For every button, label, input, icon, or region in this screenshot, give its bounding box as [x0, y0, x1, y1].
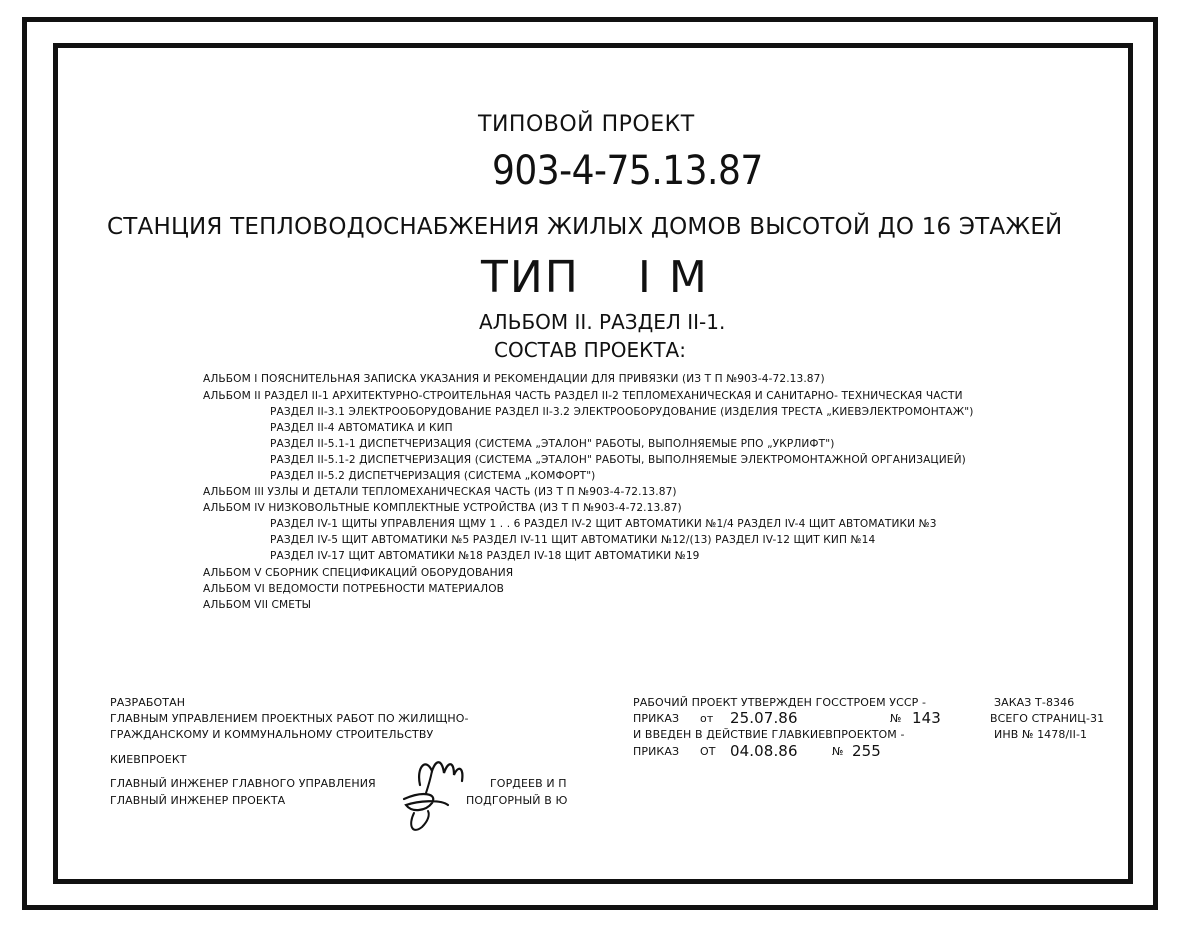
contents-line: АЛЬБОМ III УЗЛЫ И ДЕТАЛИ ТЕПЛОМЕХАНИЧЕСКАЯ ЧАСТЬ (ИЗ Т П №903-4-72.13.87) [203, 486, 677, 498]
contents-line: АЛЬБОМ V СБОРНИК СПЕЦИФИКАЦИЙ ОБОРУДОВАНИЯ [203, 567, 514, 579]
contents-line: РАЗДЕЛ IV-1 ЩИТЫ УПРАВЛЕНИЯ ЩМУ 1 . . 6 РАЗДЕЛ IV-2 ЩИТ АВТОМАТИКИ №1/4 РАЗДЕЛ IV-4 ЩИТ АВТОМАТИКИ №3 [270, 518, 937, 530]
type-word: ТИП [481, 252, 580, 303]
contents-line: АЛЬБОМ II РАЗДЕЛ II-1 АРХИТЕКТУРНО-СТРОИТЕЛЬНАЯ ЧАСТЬ РАЗДЕЛ II-2 ТЕПЛОМЕХАНИЧЕСКАЯ И САНИТАРНО- ТЕХНИЧЕСКАЯ ЧАСТИ [203, 390, 963, 402]
order-number: ЗАКАЗ Т-8346 [994, 696, 1075, 709]
total-pages: ВСЕГО СТРАНИЦ-31 [990, 712, 1105, 725]
developer-organization: КИЕВПРОЕКТ [110, 753, 187, 766]
developer-line-1: ГЛАВНЫМ УПРАВЛЕНИЕМ ПРОЕКТНЫХ РАБОТ ПО ЖИЛИЩНО- [110, 712, 469, 725]
chief-engineer-department-name: ГОРДЕЕВ И П [490, 777, 567, 790]
type-code: I М [637, 252, 709, 303]
approval-order-2-date: 04.08.86 [730, 742, 798, 760]
approval-line-1: РАБОЧИЙ ПРОЕКТ УТВЕРЖДЕН ГОССТРОЕМ УССР - [633, 696, 927, 709]
approval-order-1-label: ПРИКАЗ [633, 712, 680, 725]
approval-order-1-date: 25.07.86 [730, 709, 798, 727]
contents-line: АЛЬБОМ VI ВЕДОМОСТИ ПОТРЕБНОСТИ МАТЕРИАЛОВ [203, 583, 505, 595]
contents-line: РАЗДЕЛ II-5.1-2 ДИСПЕТЧЕРИЗАЦИЯ (СИСТЕМА „ЭТАЛОН" РАБОТЫ, ВЫПОЛНЯЕМЫЕ ЭЛЕКТРОМОНТАЖНОЙ ОРГАНИЗАЦИЕЙ) [270, 454, 966, 466]
contents-line: РАЗДЕЛ II-4 АВТОМАТИКА И КИП [270, 422, 453, 434]
inventory-number: ИНВ № 1478/II-1 [994, 728, 1088, 741]
contents-line: АЛЬБОМ IV НИЗКОВОЛЬТНЫЕ КОМПЛЕКТНЫЕ УСТРОЙСТВА (ИЗ Т П №903-4-72.13.87) [203, 502, 682, 514]
album-section-title: АЛЬБОМ II. РАЗДЕЛ II-1. [479, 310, 726, 334]
station-title: СТАНЦИЯ ТЕПЛОВОДОСНАБЖЕНИЯ ЖИЛЫХ ДОМОВ ВЫСОТОЙ ДО 16 ЭТАЖЕЙ [107, 214, 1063, 240]
contents-line: РАЗДЕЛ IV-17 ЩИТ АВТОМАТИКИ №18 РАЗДЕЛ IV-18 ЩИТ АВТОМАТИКИ №19 [270, 550, 700, 562]
contents-line: АЛЬБОМ VII СМЕТЫ [203, 599, 312, 611]
handwritten-signature [392, 755, 472, 840]
chief-engineer-project-title: ГЛАВНЫЙ ИНЖЕНЕР ПРОЕКТА [110, 794, 286, 807]
project-number: 903-4-75.13.87 [492, 148, 763, 194]
type-title [481, 252, 709, 303]
chief-engineer-project-name: ПОДГОРНЫЙ В Ю [466, 794, 568, 807]
developer-label: РАЗРАБОТАН [110, 696, 186, 709]
approval-order-1-no-label: № [890, 712, 902, 725]
composition-title: СОСТАВ ПРОЕКТА: [494, 338, 686, 362]
approval-order-2-label: ПРИКАЗ [633, 745, 680, 758]
contents-line: РАЗДЕЛ IV-5 ЩИТ АВТОМАТИКИ №5 РАЗДЕЛ IV-11 ЩИТ АВТОМАТИКИ №12/(13) РАЗДЕЛ IV-12 ЩИТ КИП №14 [270, 534, 876, 546]
approval-order-1-number: 143 [912, 709, 941, 727]
approval-order-2-from: ОТ [700, 745, 716, 758]
approval-order-2-number: 255 [852, 742, 881, 760]
approval-line-3: И ВВЕДЕН В ДЕЙСТВИЕ ГЛАВКИЕВПРОЕКТОМ - [633, 728, 905, 741]
approval-order-1-from: от [700, 712, 714, 725]
contents-line: РАЗДЕЛ II-5.2 ДИСПЕТЧЕРИЗАЦИЯ (СИСТЕМА „КОМФОРТ") [270, 470, 596, 482]
contents-line: РАЗДЕЛ II-3.1 ЭЛЕКТРООБОРУДОВАНИЕ РАЗДЕЛ II-3.2 ЭЛЕКТРООБОРУДОВАНИЕ (ИЗДЕЛИЯ ТРЕСТА „КИЕВЭЛЕКТРОМОНТАЖ") [270, 406, 974, 418]
developer-line-2: ГРАЖДАНСКОМУ И КОММУНАЛЬНОМУ СТРОИТЕЛЬСТВУ [110, 728, 434, 741]
contents-line: АЛЬБОМ I ПОЯСНИТЕЛЬНАЯ ЗАПИСКА УКАЗАНИЯ И РЕКОМЕНДАЦИИ ДЛЯ ПРИВЯЗКИ (ИЗ Т П №903-4-72.13.87) [203, 373, 825, 385]
contents-line: РАЗДЕЛ II-5.1-1 ДИСПЕТЧЕРИЗАЦИЯ (СИСТЕМА „ЭТАЛОН" РАБОТЫ, ВЫПОЛНЯЕМЫЕ РПО „УКРЛИФТ") [270, 438, 835, 450]
chief-engineer-department-title: ГЛАВНЫЙ ИНЖЕНЕР ГЛАВНОГО УПРАВЛЕНИЯ [110, 777, 376, 790]
project-label: ТИПОВОЙ ПРОЕКТ [478, 112, 695, 137]
approval-order-2-no-label: № [832, 745, 844, 758]
